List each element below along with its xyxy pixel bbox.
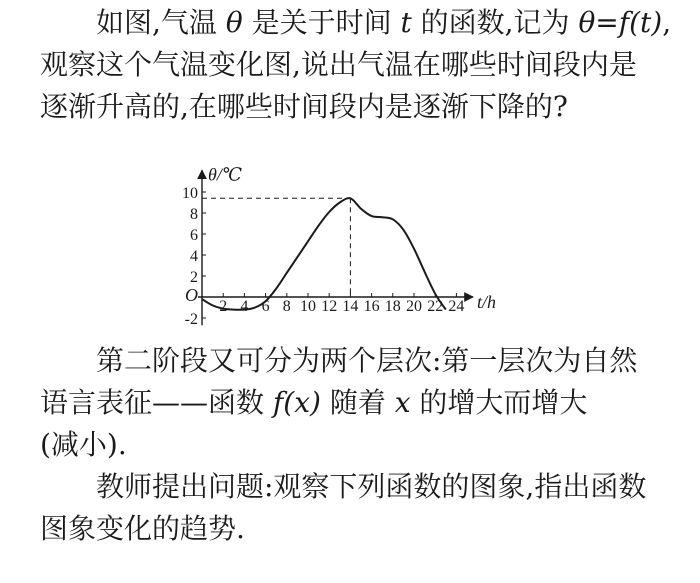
question-paragraph	[40, 2, 670, 128]
question-line-1	[40, 2, 670, 44]
x-tick-label: 8	[282, 298, 291, 315]
text-segment: 语言表征——函数	[40, 386, 273, 419]
x-tick-label: 18	[384, 298, 401, 315]
y-tick-label: 10	[182, 185, 198, 202]
x-tick-label: 10	[300, 298, 316, 315]
temperature-chart	[160, 150, 520, 330]
text-segment: 如图,气温	[96, 6, 226, 39]
text-segment: ,	[662, 6, 672, 39]
text-segment: 的增大而增大	[410, 386, 588, 419]
question-line-3: 逐渐升高的,在哪些时间段内是逐渐下降的?	[40, 90, 568, 123]
x-tick-label: 22	[427, 298, 444, 315]
explanation-line-3: (减小).	[40, 428, 127, 461]
y-axis-label: θ/℃	[208, 164, 242, 185]
y-tick-label: 8	[190, 206, 198, 223]
x-axis-label: t/h	[477, 292, 497, 312]
x-tick-label: 14	[342, 298, 359, 315]
x-tick-label: 2	[219, 298, 228, 315]
text-segment: 的函数,记为	[411, 6, 579, 39]
text-segment: 随着	[320, 386, 395, 419]
explanation-line-1: 第二阶段又可分为两个层次:第一层次为自然	[96, 344, 638, 377]
y-tick-label: 2	[190, 269, 198, 286]
x-tick-label: 24	[448, 298, 465, 315]
teacher-question-line-2: 图象变化的趋势.	[40, 512, 245, 545]
teacher-question-paragraph	[40, 466, 670, 550]
y-tick-label: 6	[190, 227, 198, 244]
teacher-question-line-1: 教师提出问题:观察下列函数的图象,指出函数	[96, 470, 647, 503]
temperature-curve	[202, 198, 446, 310]
question-line-2: 观察这个气温变化图,说出气温在哪些时间段内是	[40, 48, 637, 81]
origin-label: O	[185, 285, 198, 305]
x-tick-label: 20	[406, 298, 422, 315]
explanation-paragraph	[40, 340, 670, 466]
axis-ticks	[182, 185, 464, 328]
x-tick-label: 6	[261, 298, 270, 315]
x-tick-label: 4	[240, 298, 249, 315]
y-tick-label: 4	[190, 248, 198, 265]
function-formula: θ=f(t)	[578, 6, 663, 39]
explanation-line-2	[40, 382, 670, 424]
theta-symbol: θ	[225, 6, 243, 39]
y-tick-label: -2	[184, 311, 198, 328]
time-symbol: t	[400, 6, 412, 39]
function-fx: f(x)	[272, 386, 321, 419]
x-tick-label: 16	[363, 298, 380, 315]
text-segment: 是关于时间	[242, 6, 401, 39]
x-tick-label: 12	[321, 298, 338, 315]
variable-x: x	[394, 386, 411, 419]
